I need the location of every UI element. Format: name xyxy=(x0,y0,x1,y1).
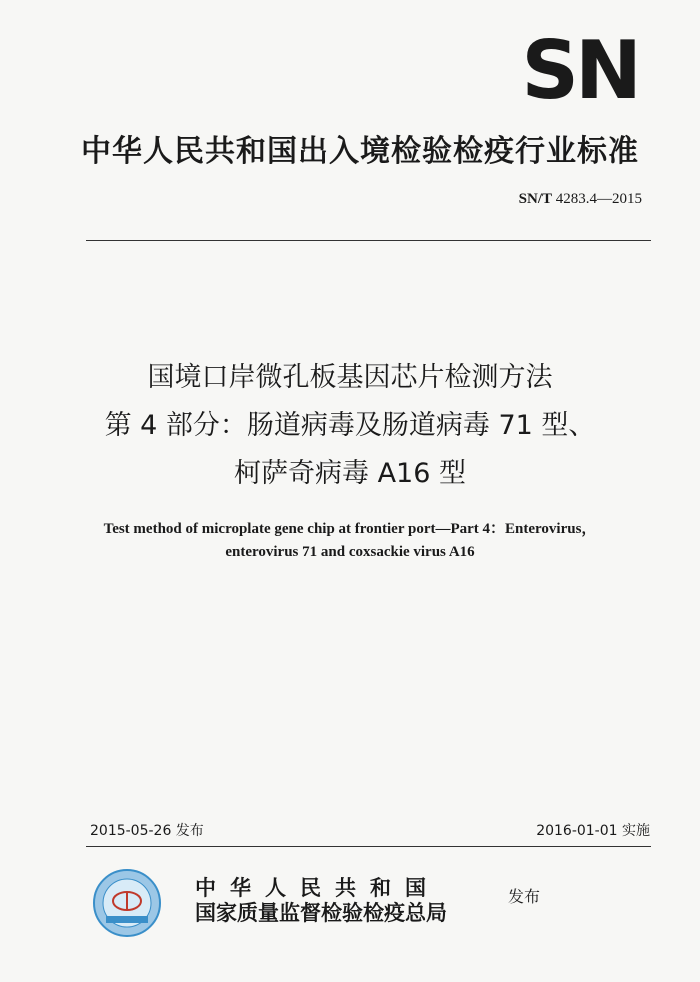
anti-counterfeit-seal-icon xyxy=(92,868,162,938)
publisher-action: 发布 xyxy=(508,887,541,906)
title-cn-line-1: 国境口岸微孔板基因芯片检测方法 xyxy=(147,362,553,393)
standard-code-prefix: SN/T xyxy=(518,191,552,207)
bottom-divider xyxy=(86,846,651,847)
title-en-line-2: enterovirus 71 and coxsackie virus A16 xyxy=(225,544,475,560)
title-cn-line-3: 柯萨奇病毒 A16 型 xyxy=(234,458,466,489)
issue-date: 2015-05-26 发布 xyxy=(90,823,204,839)
title-cn-line-2: 第 4 部分：肠道病毒及肠道病毒 71 型、 xyxy=(104,410,596,441)
implement-date: 2016-01-01 实施 xyxy=(536,823,650,839)
publisher-line-1: 中华人民共和国 xyxy=(195,876,440,900)
sn-logo: SN xyxy=(521,24,638,117)
standard-code xyxy=(519,191,642,208)
standard-code-number: 4283.4—2015 xyxy=(555,191,642,207)
industry-standard-title: 中华人民共和国出入境检验检疫行业标准 xyxy=(81,134,639,169)
top-divider xyxy=(86,240,651,241)
title-en-line-1: Test method of microplate gene chip at frontier port—Part 4：Enterovirus， xyxy=(103,521,597,537)
publisher-line-2: 国家质量监督检验检疫总局 xyxy=(195,901,447,925)
